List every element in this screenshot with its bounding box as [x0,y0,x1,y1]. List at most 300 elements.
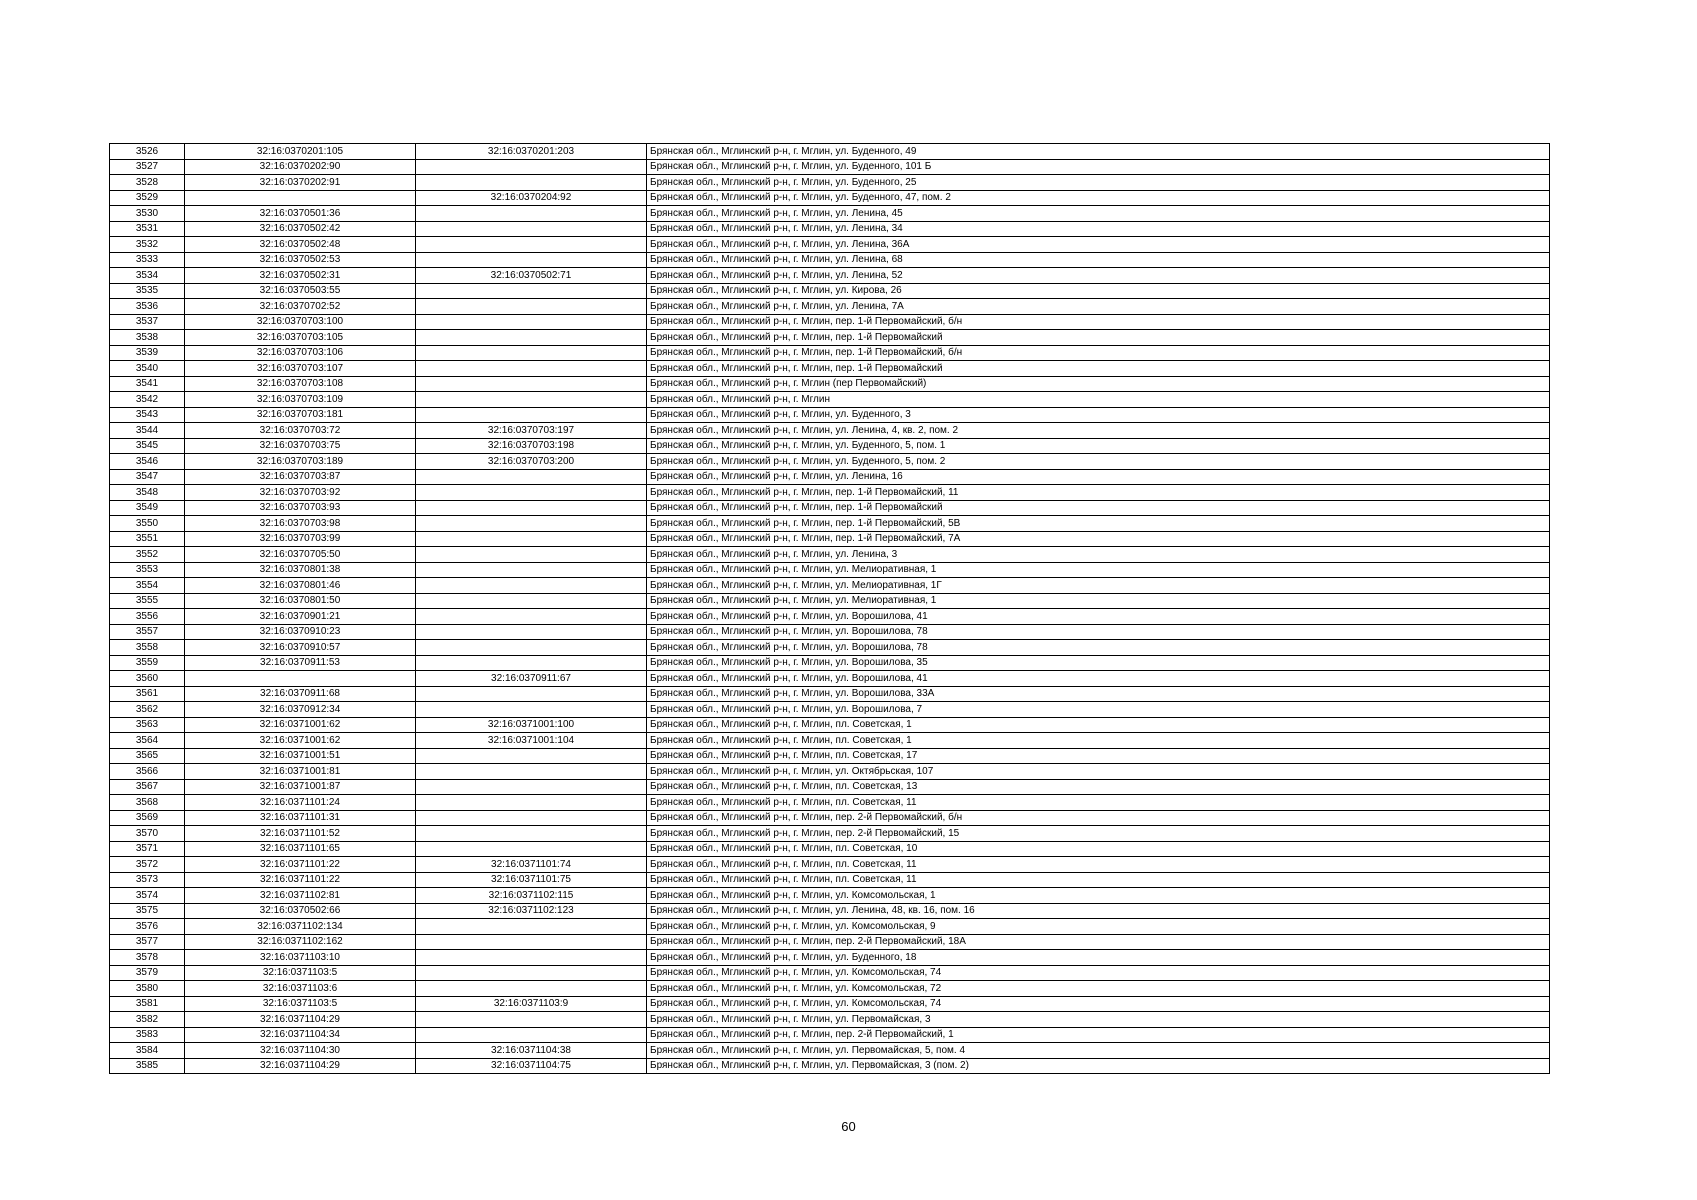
cell-cadastral-number: 32:16:0370702:52 [185,299,416,315]
cell-row-number: 3568 [110,795,185,811]
cell-cadastral-number: 32:16:0370801:50 [185,593,416,609]
cell-cadastral-number: 32:16:0370911:68 [185,686,416,702]
cell-address: Брянская обл., Мглинский р-н, г. Мглин, ул. Ворошилова, 33А [647,686,1550,702]
table-row [110,330,1550,346]
table-row [110,934,1550,950]
cell-address: Брянская обл., Мглинский р-н, г. Мглин, пер. 1-й Первомайский, 5В [647,516,1550,532]
cell-related-cadastral-number: 32:16:0371102:115 [416,888,647,904]
cell-address: Брянская обл., Мглинский р-н, г. Мглин, ул. Кирова, 26 [647,283,1550,299]
cell-cadastral-number: 32:16:0370911:53 [185,655,416,671]
table-row [110,438,1550,454]
cell-row-number: 3576 [110,919,185,935]
cell-address: Брянская обл., Мглинский р-н, г. Мглин, пл. Советская, 11 [647,857,1550,873]
cell-related-cadastral-number: 32:16:0370703:198 [416,438,647,454]
cell-cadastral-number: 32:16:0370201:105 [185,144,416,160]
cell-address: Брянская обл., Мглинский р-н, г. Мглин, ул. Комсомольская, 74 [647,965,1550,981]
table-row [110,655,1550,671]
cell-cadastral-number: 32:16:0371101:22 [185,857,416,873]
cell-row-number: 3549 [110,500,185,516]
cell-row-number: 3573 [110,872,185,888]
table-row [110,826,1550,842]
cell-row-number: 3557 [110,624,185,640]
cell-cadastral-number: 32:16:0370703:93 [185,500,416,516]
cell-row-number: 3579 [110,965,185,981]
cell-address: Брянская обл., Мглинский р-н, г. Мглин, ул. Ленина, 48, кв. 16, пом. 16 [647,903,1550,919]
table-row [110,996,1550,1012]
cell-row-number: 3546 [110,454,185,470]
table-row [110,144,1550,160]
table-row [110,717,1550,733]
cell-row-number: 3585 [110,1058,185,1074]
cell-row-number: 3551 [110,531,185,547]
cell-cadastral-number: 32:16:0371104:29 [185,1012,416,1028]
cell-row-number: 3572 [110,857,185,873]
cell-address: Брянская обл., Мглинский р-н, г. Мглин, пер. 1-й Первомайский [647,330,1550,346]
table-row [110,810,1550,826]
cell-row-number: 3565 [110,748,185,764]
cell-cadastral-number: 32:16:0370501:36 [185,206,416,222]
table-row [110,283,1550,299]
cell-related-cadastral-number: 32:16:0371104:38 [416,1043,647,1059]
cell-related-cadastral-number [416,795,647,811]
cell-related-cadastral-number [416,593,647,609]
cell-row-number: 3571 [110,841,185,857]
cell-row-number: 3566 [110,764,185,780]
table-row [110,857,1550,873]
cell-related-cadastral-number [416,252,647,268]
table-row [110,1058,1550,1074]
table-row [110,237,1550,253]
table-row [110,423,1550,439]
cell-related-cadastral-number [416,702,647,718]
table-row [110,624,1550,640]
cell-cadastral-number: 32:16:0371102:134 [185,919,416,935]
cell-related-cadastral-number [416,330,647,346]
cell-address: Брянская обл., Мглинский р-н, г. Мглин, ул. Буденного, 25 [647,175,1550,191]
cell-cadastral-number: 32:16:0371001:62 [185,733,416,749]
cell-related-cadastral-number [416,748,647,764]
cell-row-number: 3550 [110,516,185,532]
cell-related-cadastral-number [416,407,647,423]
cell-related-cadastral-number [416,361,647,377]
cell-related-cadastral-number: 32:16:0370911:67 [416,671,647,687]
page-number: 60 [841,1119,856,1134]
cell-row-number: 3533 [110,252,185,268]
table-row [110,299,1550,315]
cell-cadastral-number: 32:16:0370703:75 [185,438,416,454]
table-row [110,795,1550,811]
table-row [110,1043,1550,1059]
cell-related-cadastral-number [416,919,647,935]
cell-cadastral-number: 32:16:0371103:6 [185,981,416,997]
cell-cadastral-number: 32:16:0371001:51 [185,748,416,764]
cell-address: Брянская обл., Мглинский р-н, г. Мглин, ул. Комсомольская, 72 [647,981,1550,997]
cell-related-cadastral-number: 32:16:0371001:104 [416,733,647,749]
cell-address: Брянская обл., Мглинский р-н, г. Мглин, ул. Ленина, 36А [647,237,1550,253]
cell-address: Брянская обл., Мглинский р-н, г. Мглин, пл. Советская, 13 [647,779,1550,795]
cell-related-cadastral-number [416,965,647,981]
cell-row-number: 3540 [110,361,185,377]
property-table [109,143,1550,1074]
cell-related-cadastral-number: 32:16:0370204:92 [416,190,647,206]
cell-related-cadastral-number: 32:16:0370201:203 [416,144,647,160]
cell-related-cadastral-number: 32:16:0371104:75 [416,1058,647,1074]
cell-cadastral-number: 32:16:0370801:38 [185,562,416,578]
cell-row-number: 3558 [110,640,185,656]
cell-row-number: 3538 [110,330,185,346]
table-row [110,454,1550,470]
table-row [110,965,1550,981]
cell-related-cadastral-number [416,221,647,237]
cell-row-number: 3559 [110,655,185,671]
cell-address: Брянская обл., Мглинский р-н, г. Мглин, ул. Ленина, 68 [647,252,1550,268]
cell-address: Брянская обл., Мглинский р-н, г. Мглин, пер. 1-й Первомайский, 11 [647,485,1550,501]
cell-cadastral-number: 32:16:0371001:81 [185,764,416,780]
table-row [110,841,1550,857]
cell-related-cadastral-number [416,283,647,299]
cell-address: Брянская обл., Мглинский р-н, г. Мглин, пер. 1-й Первомайский, б/н [647,345,1550,361]
table-row [110,361,1550,377]
cell-related-cadastral-number: 32:16:0370703:197 [416,423,647,439]
table-row [110,671,1550,687]
table-row [110,919,1550,935]
table-row [110,221,1550,237]
cell-row-number: 3529 [110,190,185,206]
table-row [110,609,1550,625]
cell-cadastral-number: 32:16:0371102:81 [185,888,416,904]
cell-related-cadastral-number [416,764,647,780]
cell-address: Брянская обл., Мглинский р-н, г. Мглин, пл. Советская, 1 [647,733,1550,749]
cell-address: Брянская обл., Мглинский р-н, г. Мглин, пл. Советская, 10 [647,841,1550,857]
cell-address: Брянская обл., Мглинский р-н, г. Мглин, ул. Буденного, 101 Б [647,159,1550,175]
cell-related-cadastral-number [416,175,647,191]
table-row [110,593,1550,609]
cell-related-cadastral-number [416,624,647,640]
cell-address: Брянская обл., Мглинский р-н, г. Мглин, пер. 2-й Первомайский, 18А [647,934,1550,950]
table-row [110,640,1550,656]
cell-related-cadastral-number: 32:16:0370703:200 [416,454,647,470]
cell-row-number: 3583 [110,1027,185,1043]
cell-cadastral-number: 32:16:0370502:53 [185,252,416,268]
cell-row-number: 3578 [110,950,185,966]
cell-address: Брянская обл., Мглинский р-н, г. Мглин, ул. Мелиоративная, 1Г [647,578,1550,594]
cell-row-number: 3553 [110,562,185,578]
cell-row-number: 3527 [110,159,185,175]
cell-cadastral-number: 32:16:0370703:105 [185,330,416,346]
table-row [110,562,1550,578]
cell-row-number: 3536 [110,299,185,315]
table-row [110,702,1550,718]
cell-row-number: 3537 [110,314,185,330]
cell-related-cadastral-number: 32:16:0371103:9 [416,996,647,1012]
cell-cadastral-number: 32:16:0370703:181 [185,407,416,423]
cell-related-cadastral-number [416,500,647,516]
cell-address: Брянская обл., Мглинский р-н, г. Мглин, пер. 2-й Первомайский, 1 [647,1027,1550,1043]
cell-related-cadastral-number: 32:16:0371101:74 [416,857,647,873]
cell-cadastral-number: 32:16:0370703:106 [185,345,416,361]
table-row [110,547,1550,563]
cell-address: Брянская обл., Мглинский р-н, г. Мглин, ул. Мелиоративная, 1 [647,593,1550,609]
cell-related-cadastral-number [416,562,647,578]
cell-related-cadastral-number [416,376,647,392]
cell-cadastral-number: 32:16:0370703:87 [185,469,416,485]
cell-related-cadastral-number [416,826,647,842]
cell-row-number: 3561 [110,686,185,702]
table-row [110,733,1550,749]
cell-address: Брянская обл., Мглинский р-н, г. Мглин, ул. Первомайская, 5, пом. 4 [647,1043,1550,1059]
cell-cadastral-number: 32:16:0370703:108 [185,376,416,392]
cell-row-number: 3530 [110,206,185,222]
table-row [110,345,1550,361]
cell-address: Брянская обл., Мглинский р-н, г. Мглин, ул. Ворошилова, 41 [647,671,1550,687]
table-row [110,314,1550,330]
cell-row-number: 3567 [110,779,185,795]
table-row [110,469,1550,485]
cell-cadastral-number: 32:16:0370703:72 [185,423,416,439]
cell-cadastral-number: 32:16:0371103:10 [185,950,416,966]
table-row [110,268,1550,284]
cell-related-cadastral-number [416,516,647,532]
table-row [110,888,1550,904]
cell-related-cadastral-number [416,1027,647,1043]
cell-address: Брянская обл., Мглинский р-н, г. Мглин, пер. 1-й Первомайский [647,361,1550,377]
cell-related-cadastral-number [416,686,647,702]
cell-address: Брянская обл., Мглинский р-н, г. Мглин, ул. Ворошилова, 41 [647,609,1550,625]
cell-row-number: 3545 [110,438,185,454]
table-row [110,531,1550,547]
cell-row-number: 3564 [110,733,185,749]
cell-address: Брянская обл., Мглинский р-н, г. Мглин, ул. Ворошилова, 78 [647,624,1550,640]
cell-row-number: 3528 [110,175,185,191]
cell-address: Брянская обл., Мглинский р-н, г. Мглин, ул. Октябрьская, 107 [647,764,1550,780]
cell-related-cadastral-number: 32:16:0370502:71 [416,268,647,284]
cell-address: Брянская обл., Мглинский р-н, г. Мглин, ул. Ленина, 3 [647,547,1550,563]
cell-row-number: 3535 [110,283,185,299]
cell-cadastral-number: 32:16:0370801:46 [185,578,416,594]
table-row [110,376,1550,392]
cell-address: Брянская обл., Мглинский р-н, г. Мглин, пер. 2-й Первомайский, 15 [647,826,1550,842]
cell-related-cadastral-number [416,950,647,966]
cell-row-number: 3569 [110,810,185,826]
table-row [110,175,1550,191]
table-row [110,407,1550,423]
cell-address: Брянская обл., Мглинский р-н, г. Мглин, ул. Первомайская, 3 (пом. 2) [647,1058,1550,1074]
cell-address: Брянская обл., Мглинский р-н, г. Мглин, ул. Буденного, 49 [647,144,1550,160]
cell-related-cadastral-number [416,655,647,671]
cell-address: Брянская обл., Мглинский р-н, г. Мглин, ул. Комсомольская, 9 [647,919,1550,935]
cell-related-cadastral-number: 32:16:0371102:123 [416,903,647,919]
cell-cadastral-number [185,190,416,206]
cell-cadastral-number: 32:16:0371102:162 [185,934,416,950]
table-row [110,252,1550,268]
cell-row-number: 3555 [110,593,185,609]
cell-cadastral-number: 32:16:0370502:66 [185,903,416,919]
cell-row-number: 3544 [110,423,185,439]
cell-address: Брянская обл., Мглинский р-н, г. Мглин, ул. Ленина, 16 [647,469,1550,485]
cell-related-cadastral-number [416,392,647,408]
table-row [110,516,1550,532]
cell-row-number: 3548 [110,485,185,501]
cell-address: Брянская обл., Мглинский р-н, г. Мглин, ул. Буденного, 47, пом. 2 [647,190,1550,206]
table-row [110,500,1550,516]
cell-cadastral-number: 32:16:0371101:31 [185,810,416,826]
cell-row-number: 3562 [110,702,185,718]
table-row [110,764,1550,780]
table-row [110,190,1550,206]
table-row [110,748,1550,764]
cell-cadastral-number: 32:16:0370502:48 [185,237,416,253]
cell-related-cadastral-number [416,609,647,625]
cell-related-cadastral-number [416,485,647,501]
cell-address: Брянская обл., Мглинский р-н, г. Мглин, пер. 1-й Первомайский, б/н [647,314,1550,330]
cell-related-cadastral-number [416,779,647,795]
cell-row-number: 3554 [110,578,185,594]
cell-cadastral-number: 32:16:0370901:21 [185,609,416,625]
cell-row-number: 3526 [110,144,185,160]
cell-row-number: 3552 [110,547,185,563]
table-row [110,779,1550,795]
cell-cadastral-number: 32:16:0371104:34 [185,1027,416,1043]
cell-cadastral-number: 32:16:0370703:109 [185,392,416,408]
cell-address: Брянская обл., Мглинский р-н, г. Мглин, ул. Ворошилова, 35 [647,655,1550,671]
cell-address: Брянская обл., Мглинский р-н, г. Мглин, ул. Ворошилова, 7 [647,702,1550,718]
cell-row-number: 3580 [110,981,185,997]
cell-cadastral-number: 32:16:0370202:90 [185,159,416,175]
cell-address: Брянская обл., Мглинский р-н, г. Мглин, ул. Ленина, 45 [647,206,1550,222]
cell-related-cadastral-number [416,345,647,361]
cell-cadastral-number: 32:16:0370202:91 [185,175,416,191]
cell-row-number: 3539 [110,345,185,361]
cell-cadastral-number: 32:16:0371104:29 [185,1058,416,1074]
cell-address: Брянская обл., Мглинский р-н, г. Мглин, ул. Ленина, 4, кв. 2, пом. 2 [647,423,1550,439]
cell-related-cadastral-number [416,299,647,315]
cell-address: Брянская обл., Мглинский р-н, г. Мглин, ул. Ворошилова, 78 [647,640,1550,656]
cell-address: Брянская обл., Мглинский р-н, г. Мглин, пл. Советская, 1 [647,717,1550,733]
cell-cadastral-number: 32:16:0370503:55 [185,283,416,299]
table-row [110,1012,1550,1028]
cell-cadastral-number: 32:16:0370703:92 [185,485,416,501]
cell-address: Брянская обл., Мглинский р-н, г. Мглин, ул. Первомайская, 3 [647,1012,1550,1028]
cell-cadastral-number: 32:16:0371101:22 [185,872,416,888]
cell-address: Брянская обл., Мглинский р-н, г. Мглин, ул. Комсомольская, 74 [647,996,1550,1012]
cell-row-number: 3547 [110,469,185,485]
cell-cadastral-number: 32:16:0370910:23 [185,624,416,640]
cell-row-number: 3542 [110,392,185,408]
cell-cadastral-number: 32:16:0371104:30 [185,1043,416,1059]
cell-row-number: 3560 [110,671,185,687]
cell-address: Брянская обл., Мглинский р-н, г. Мглин, пл. Советская, 11 [647,872,1550,888]
cell-related-cadastral-number [416,469,647,485]
cell-related-cadastral-number [416,981,647,997]
cell-row-number: 3541 [110,376,185,392]
cell-cadastral-number: 32:16:0371101:65 [185,841,416,857]
cell-cadastral-number: 32:16:0371001:62 [185,717,416,733]
cell-row-number: 3574 [110,888,185,904]
cell-related-cadastral-number: 32:16:0371001:100 [416,717,647,733]
cell-address: Брянская обл., Мглинский р-н, г. Мглин, ул. Буденного, 5, пом. 1 [647,438,1550,454]
cell-row-number: 3556 [110,609,185,625]
cell-related-cadastral-number [416,1012,647,1028]
cell-row-number: 3531 [110,221,185,237]
cell-row-number: 3532 [110,237,185,253]
cell-cadastral-number: 32:16:0371101:52 [185,826,416,842]
cell-cadastral-number: 32:16:0370502:42 [185,221,416,237]
cell-cadastral-number: 32:16:0371103:5 [185,996,416,1012]
table-row [110,206,1550,222]
table-row [110,1027,1550,1043]
cell-cadastral-number: 32:16:0371103:5 [185,965,416,981]
cell-related-cadastral-number [416,640,647,656]
cell-address: Брянская обл., Мглинский р-н, г. Мглин, пер. 2-й Первомайский, б/н [647,810,1550,826]
cell-address: Брянская обл., Мглинский р-н, г. Мглин [647,392,1550,408]
cell-row-number: 3543 [110,407,185,423]
cell-related-cadastral-number: 32:16:0371101:75 [416,872,647,888]
cell-cadastral-number: 32:16:0370703:100 [185,314,416,330]
cell-address: Брянская обл., Мглинский р-н, г. Мглин, ул. Буденного, 18 [647,950,1550,966]
cell-cadastral-number: 32:16:0370912:34 [185,702,416,718]
table-row [110,981,1550,997]
cell-related-cadastral-number [416,159,647,175]
cell-related-cadastral-number [416,314,647,330]
cell-cadastral-number [185,671,416,687]
cell-related-cadastral-number [416,531,647,547]
cell-cadastral-number: 32:16:0370703:107 [185,361,416,377]
cell-cadastral-number: 32:16:0370705:50 [185,547,416,563]
cell-related-cadastral-number [416,578,647,594]
cell-cadastral-number: 32:16:0370502:31 [185,268,416,284]
cell-row-number: 3534 [110,268,185,284]
cell-related-cadastral-number [416,237,647,253]
cell-address: Брянская обл., Мглинский р-н, г. Мглин, ул. Ленина, 7А [647,299,1550,315]
table-row [110,392,1550,408]
cell-cadastral-number: 32:16:0371101:24 [185,795,416,811]
cell-address: Брянская обл., Мглинский р-н, г. Мглин, ул. Комсомольская, 1 [647,888,1550,904]
cell-address: Брянская обл., Мглинский р-н, г. Мглин, пер. 1-й Первомайский [647,500,1550,516]
cell-cadastral-number: 32:16:0370910:57 [185,640,416,656]
property-table-body [110,144,1550,1074]
cell-related-cadastral-number [416,934,647,950]
table-row [110,159,1550,175]
cell-row-number: 3581 [110,996,185,1012]
table-row [110,686,1550,702]
cell-address: Брянская обл., Мглинский р-н, г. Мглин, ул. Ленина, 52 [647,268,1550,284]
table-row [110,950,1550,966]
cell-address: Брянская обл., Мглинский р-н, г. Мглин, ул. Мелиоративная, 1 [647,562,1550,578]
cell-address: Брянская обл., Мглинский р-н, г. Мглин, ул. Буденного, 5, пом. 2 [647,454,1550,470]
cell-address: Брянская обл., Мглинский р-н, г. Мглин, пер. 1-й Первомайский, 7А [647,531,1550,547]
cell-row-number: 3575 [110,903,185,919]
cell-address: Брянская обл., Мглинский р-н, г. Мглин, пл. Советская, 17 [647,748,1550,764]
cell-row-number: 3570 [110,826,185,842]
cell-address: Брянская обл., Мглинский р-н, г. Мглин, ул. Ленина, 34 [647,221,1550,237]
cell-cadastral-number: 32:16:0370703:99 [185,531,416,547]
cell-related-cadastral-number [416,547,647,563]
cell-address: Брянская обл., Мглинский р-н, г. Мглин (пер Первомайский) [647,376,1550,392]
table-row [110,578,1550,594]
cell-row-number: 3563 [110,717,185,733]
table-row [110,903,1550,919]
cell-row-number: 3582 [110,1012,185,1028]
cell-address: Брянская обл., Мглинский р-н, г. Мглин, пл. Советская, 11 [647,795,1550,811]
cell-cadastral-number: 32:16:0371001:87 [185,779,416,795]
table-row [110,485,1550,501]
cell-related-cadastral-number [416,206,647,222]
cell-row-number: 3577 [110,934,185,950]
table-row [110,872,1550,888]
cell-related-cadastral-number [416,810,647,826]
cell-address: Брянская обл., Мглинский р-н, г. Мглин, ул. Буденного, 3 [647,407,1550,423]
cell-row-number: 3584 [110,1043,185,1059]
